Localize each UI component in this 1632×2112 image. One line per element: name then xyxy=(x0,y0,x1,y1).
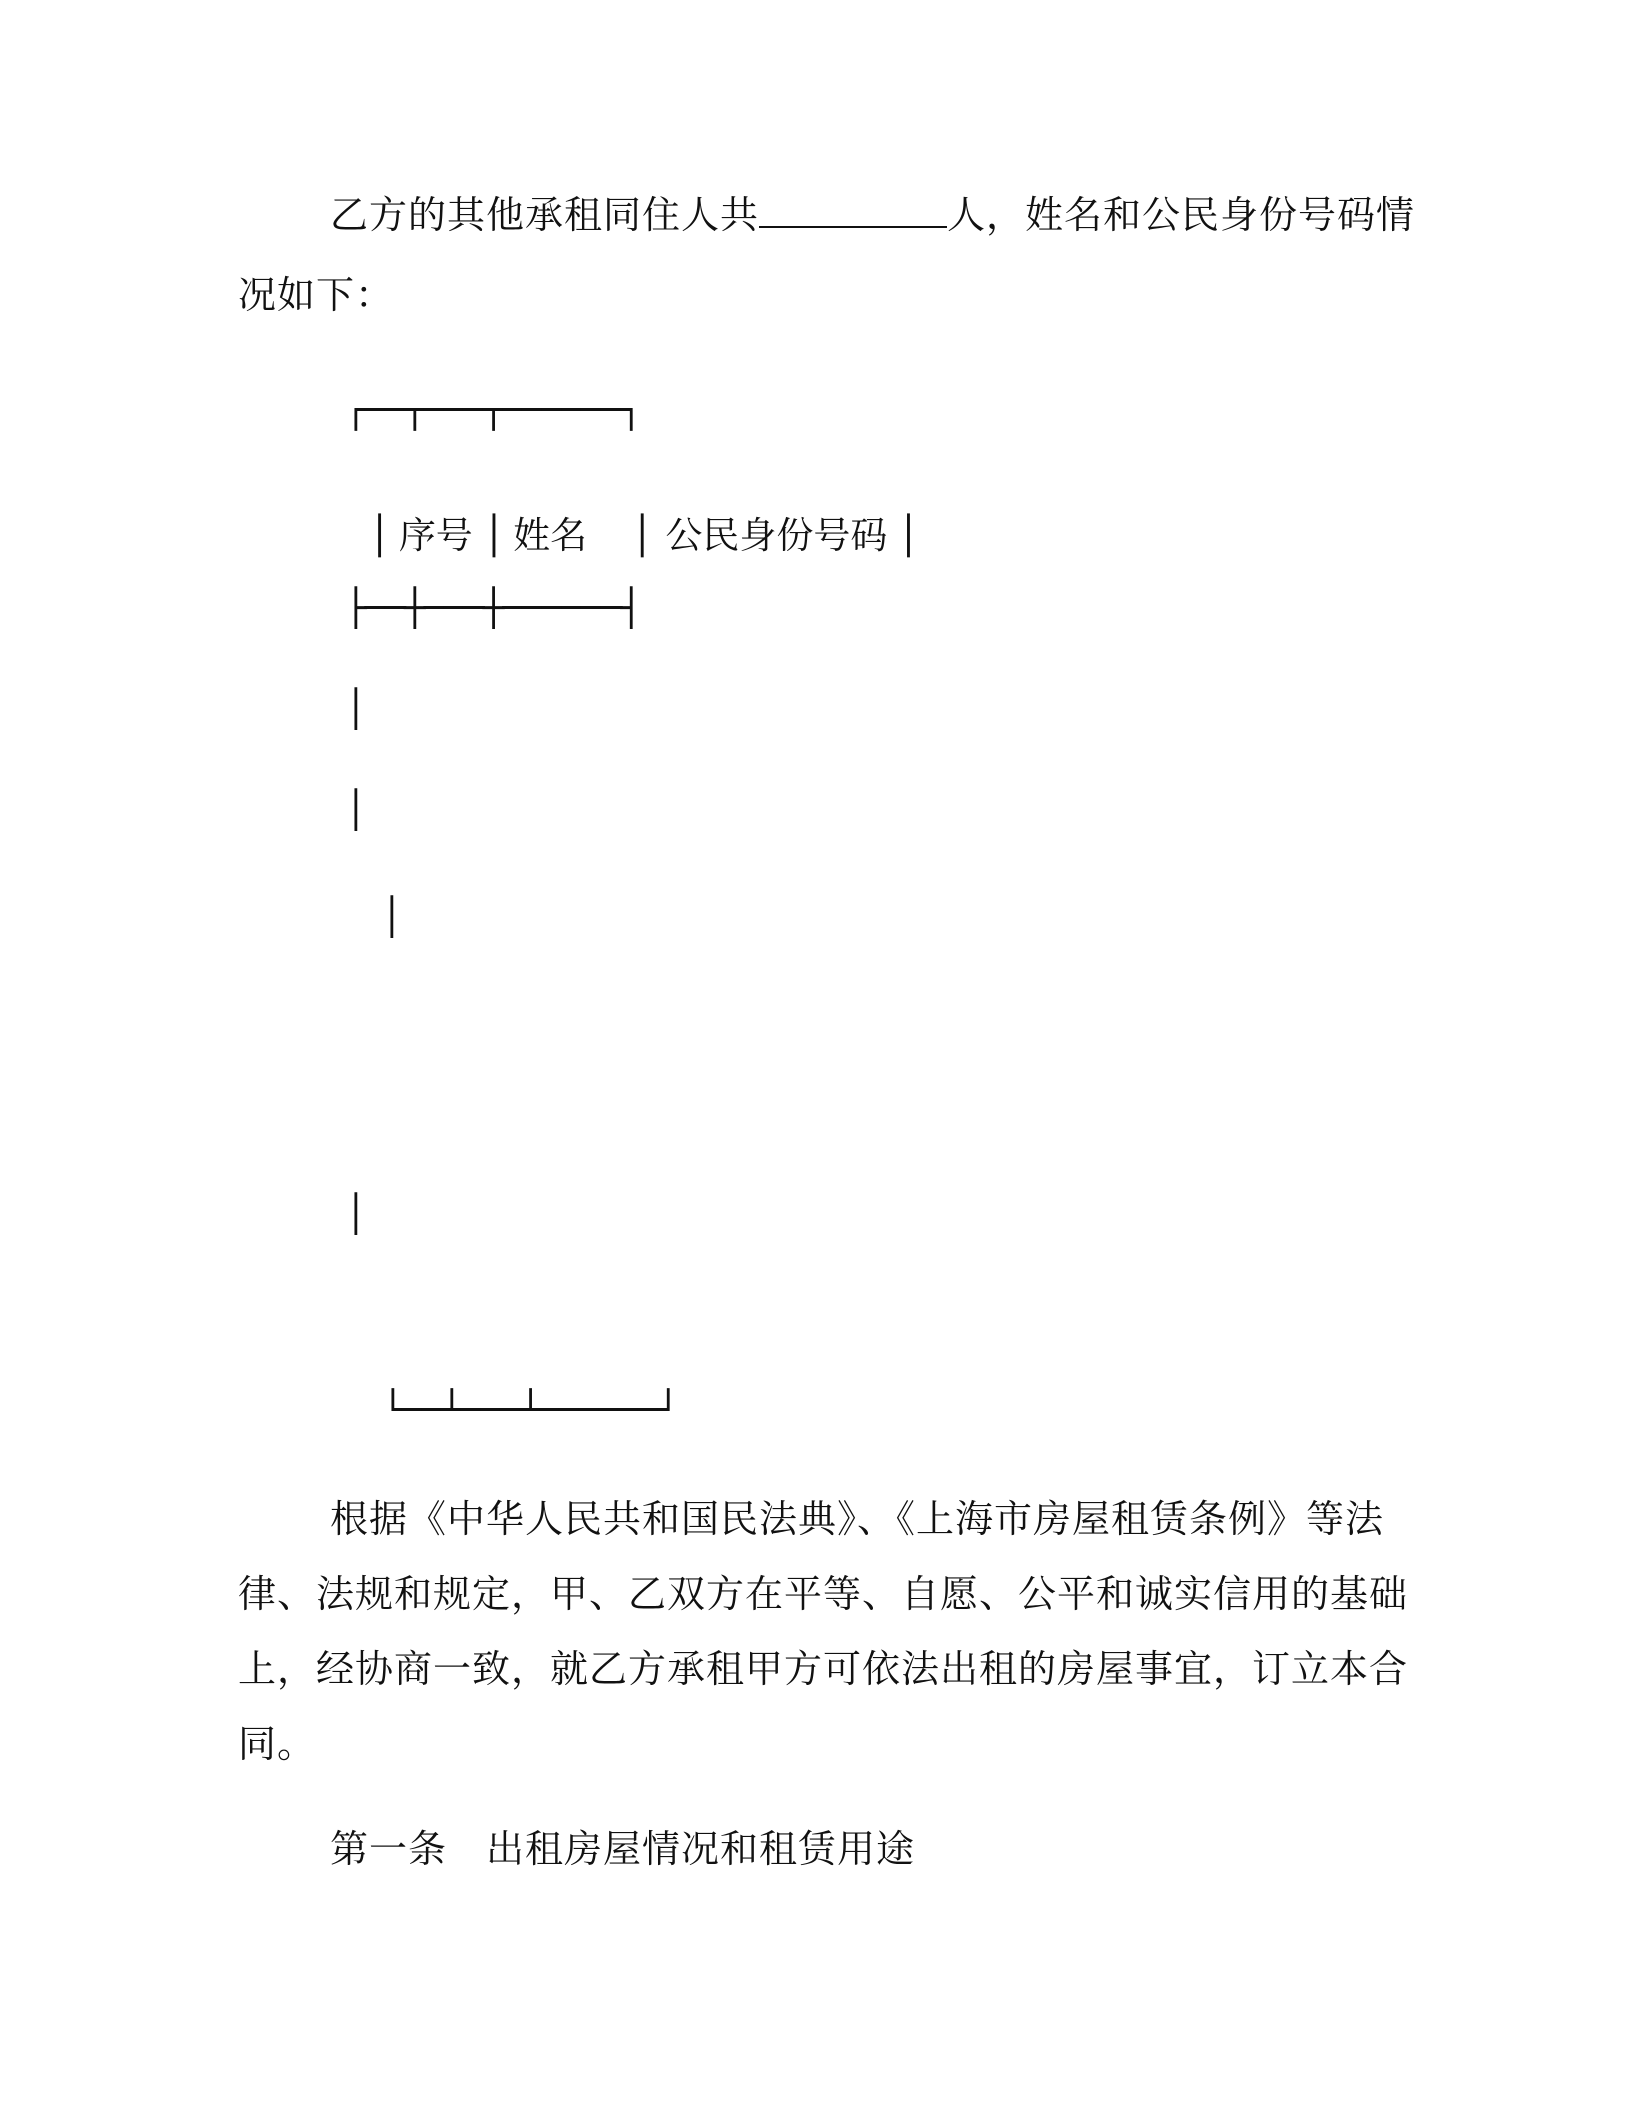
table-bottom-border: └──┴───┴──────┘ xyxy=(382,1390,678,1431)
co-tenant-count-blank[interactable] xyxy=(759,196,947,228)
intro-line-1 xyxy=(330,193,1416,237)
table-header-row xyxy=(345,480,920,557)
table-sep-end: │ xyxy=(897,514,920,557)
table-mid-border: ├──┼───┼──────┤ xyxy=(345,588,641,629)
table-header-seq: 序号 xyxy=(398,514,473,557)
table-header-id-number: 公民身份号码 xyxy=(665,514,888,557)
intro-line-2-text: 况如下： xyxy=(238,273,395,317)
article-1-title: 第一条 出租房屋情况和租赁用途 xyxy=(330,1827,916,1871)
table-row-bar-1: │ xyxy=(345,689,367,730)
table-header-name: 姓名 xyxy=(513,514,588,557)
table-sep-1: │ xyxy=(482,514,506,557)
intro-line-2 xyxy=(238,273,395,317)
paragraph-line-1: 根据《中华人民共和国民法典》、《上海市房屋租赁条例》等法 xyxy=(330,1497,1385,1541)
intro-text-after: 人，姓名和公民身份号码情 xyxy=(947,193,1416,237)
table-row-bar-4: │ xyxy=(345,1194,367,1235)
intro-text-before: 乙方的其他承租同住人共 xyxy=(330,193,760,237)
table-sep-left: │ xyxy=(368,514,391,557)
paragraph-line-3: 上，经协商一致，就乙方承租甲方可依法出租的房屋事宜，订立本合 xyxy=(238,1647,1409,1691)
table-row-bar-2: │ xyxy=(345,790,367,831)
table-sep-2: │ xyxy=(631,514,654,557)
paragraph-line-2: 律、法规和规定，甲、乙双方在平等、自愿、公平和诚实信用的基础 xyxy=(238,1572,1409,1616)
table-top-border: ┌──┬───┬──────┐ xyxy=(345,390,641,431)
paragraph-line-4: 同。 xyxy=(238,1722,317,1766)
table-row-bar-3: │ xyxy=(381,897,403,938)
